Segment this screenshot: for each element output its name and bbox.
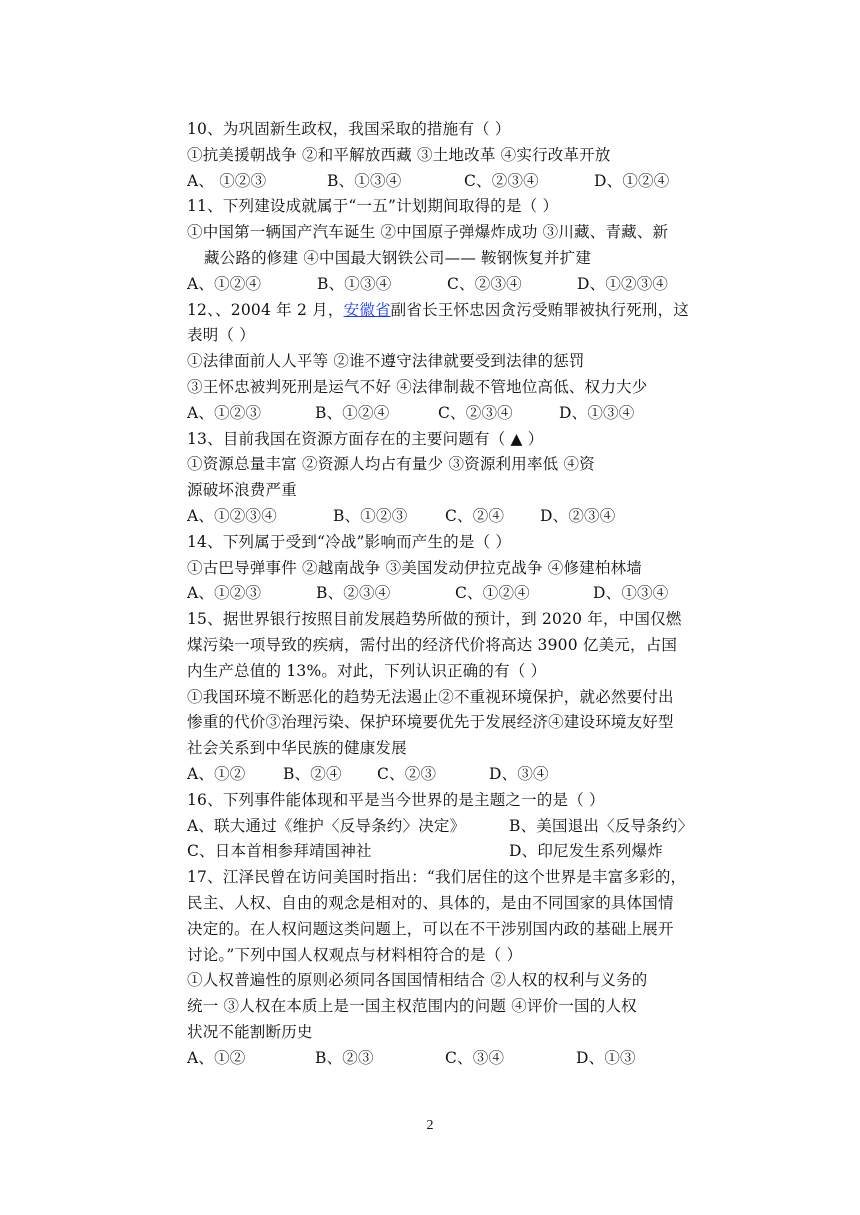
- question-14-items: ①古巴导弹事件 ②越南战争 ③美国发动伊拉克战争 ④修建柏林墙: [187, 558, 642, 577]
- question-15-stem-line3: 内生产总值的 13%。对此，下列认识正确的有（ ）: [187, 661, 547, 680]
- question-14-options: [187, 581, 727, 607]
- option-b: B、①③④: [317, 274, 392, 293]
- question-13-items-line2: 源破坏浪费严重: [187, 481, 297, 500]
- question-11-stem: 11、下列建设成就属于“一五”计划期间取得的是（ ）: [187, 197, 559, 216]
- question-15-options: [187, 762, 727, 788]
- question-12-stem-line2: 表明（ ）: [187, 326, 255, 345]
- option-c: C、②③: [377, 764, 437, 783]
- option-d: D、②③④: [540, 506, 616, 525]
- option-d: D、③④: [489, 764, 549, 783]
- question-12-stem: [187, 298, 727, 324]
- question-16-options-row2: [187, 839, 727, 865]
- question-17-stem-line4: 讨论。”下列中国人权观点与材料相符合的是（ ）: [187, 945, 523, 964]
- exam-page: [187, 117, 727, 1071]
- question-17-items-line3: 状况不能割断历史: [187, 1022, 313, 1041]
- option-c: C、③④: [445, 1048, 505, 1067]
- question-15-stem-line1: 15、据世界银行按照目前发展趋势所做的预计，到 2020 年，中国仅燃: [187, 610, 682, 629]
- option-d: D、①③④: [559, 403, 635, 422]
- question-12-items-line1: ①法律面前人人平等 ②谁不遵守法律就要受到法律的惩罚: [187, 352, 585, 371]
- option-c: C、②④: [445, 506, 505, 525]
- question-17-options: [187, 1046, 727, 1072]
- question-12-options: [187, 401, 727, 427]
- question-10-options: [187, 169, 727, 195]
- question-10-stem: 10、为巩固新生政权，我国采取的措施有（ ）: [187, 120, 511, 138]
- question-11-items-line2: 藏公路的修建 ④中国最大钢铁公司—— 鞍钢恢复并扩建: [204, 248, 592, 267]
- question-15-items-line2: 惨重的代价③治理污染、保护环境要优先于发展经济④建设环境友好型: [187, 713, 674, 732]
- option-b: B、①③④: [327, 171, 402, 190]
- question-12-stem-suffix: 副省长王怀忠因贪污受贿罪被执行死刑，这: [390, 300, 689, 319]
- option-a: A、①②: [187, 764, 246, 783]
- option-b: B、②④: [283, 764, 342, 783]
- question-13-items-line1: ①资源总量丰富 ②资源人均占有量少 ③资源利用率低 ④资: [187, 455, 595, 474]
- question-17-items-line2: 统一 ③人权在本质上是一国主权范围内的问题 ④评价一国的人权: [187, 997, 637, 1016]
- option-a: A、①②④: [187, 274, 262, 293]
- option-a: A、①②③④: [187, 506, 277, 525]
- option-d: D、①②④: [594, 171, 670, 190]
- option-a: A、联大通过《维护〈反导条约〉决定》: [187, 816, 466, 835]
- option-b: B、美国退出〈反导条约〉: [509, 816, 694, 835]
- question-17-items-line1: ①人权普遍性的原则必须同各国国情相结合 ②人权的权利与义务的: [187, 971, 648, 990]
- option-b: B、①②③: [333, 506, 408, 525]
- question-12-items-line2: ③王怀忠被判死刑是运气不好 ④法律制裁不管地位高低、权力大少: [187, 377, 648, 396]
- question-11-options: [187, 272, 727, 298]
- question-12-stem-prefix: 12、、2004 年 2 月，: [187, 300, 344, 319]
- option-b: B、②③: [315, 1048, 374, 1067]
- question-17-stem-line1: 17、江泽民曾在访问美国时指出：“我们居住的这个世界是丰富多彩的，: [187, 868, 687, 887]
- question-16-options-row1: [187, 814, 727, 840]
- option-c: C、②③④: [464, 171, 539, 190]
- question-10-items: ①抗美援朝战争 ②和平解放西藏 ③土地改革 ④实行改革开放: [187, 145, 611, 164]
- question-13-stem: 13、目前我国在资源方面存在的主要问题有（ ▲ ）: [187, 429, 544, 448]
- option-a: A、①②: [187, 1048, 246, 1067]
- question-15-items-line1: ①我国环境不断恶化的趋势无法遏止②不重视环境保护，就必然要付出: [187, 687, 674, 706]
- question-17-stem-line3: 决定的。在人权问题这类问题上，可以在不干涉别国内政的基础上展开: [187, 919, 674, 938]
- option-b: B、①②④: [315, 403, 390, 422]
- option-a: A、 ①②③: [187, 171, 267, 190]
- anhui-province-link[interactable]: 安徽省: [343, 300, 391, 319]
- question-16-stem: 16、下列事件能体现和平是当今世界的是主题之一的是（ ）: [187, 790, 605, 809]
- option-d: D、印尼发生系列爆炸: [509, 842, 663, 861]
- question-14-stem: 14、下列属于受到“冷战”影响而产生的是（ ）: [187, 532, 512, 551]
- option-c: C、②③④: [447, 274, 522, 293]
- option-a: A、①②③: [187, 584, 262, 603]
- option-c: C、日本首相参拜靖国神社: [187, 842, 372, 861]
- question-17-stem-line2: 民主、人权、自由的观念是相对的、具体的，是由不同国家的具体国情: [187, 893, 674, 912]
- page-number: 2: [426, 1118, 434, 1133]
- question-15-stem-line2: 煤污染一项导致的疾病，需付出的经济代价将高达 3900 亿美元，占国: [187, 635, 678, 654]
- option-a: A、①②③: [187, 403, 262, 422]
- question-15-items-line3: 社会关系到中华民族的健康发展: [187, 739, 407, 758]
- option-c: C、①②④: [455, 584, 530, 603]
- option-d: D、①③: [576, 1048, 636, 1067]
- option-d: D、①②③④: [577, 274, 669, 293]
- option-c: C、②③④: [438, 403, 513, 422]
- option-b: B、②③④: [316, 584, 391, 603]
- option-d: D、①③④: [593, 584, 669, 603]
- question-13-options: [187, 504, 727, 530]
- question-11-items-line1: ①中国第一辆国产汽车诞生 ②中国原子弹爆炸成功 ③川藏、青藏、新: [187, 223, 669, 242]
